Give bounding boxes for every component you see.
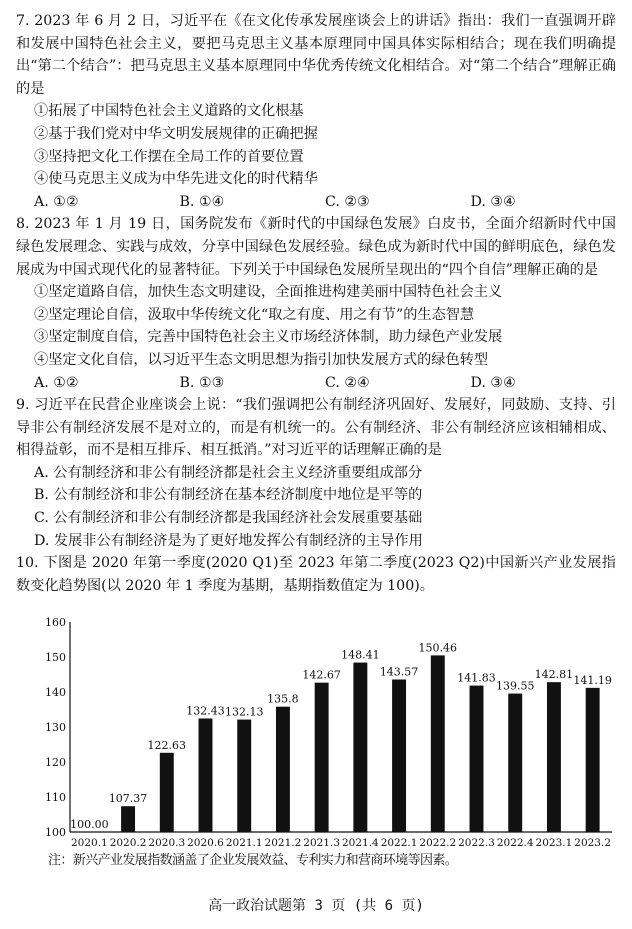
question-7-item-3: ③坚持把文化工作摆在全局工作的首要位置 (34, 148, 304, 165)
x-tick-label: 2021.1 (225, 837, 263, 849)
x-tick-label: 2020.2 (109, 837, 147, 849)
y-tick-label: 140 (45, 686, 66, 699)
bar (353, 663, 367, 832)
bar-value-label: 132.43 (186, 704, 225, 718)
question-10-stem: 10. 下图是 2020 年第一季度(2020 Q1)至 2023 年第二季度(2023 Q2)中国新兴产业发展指数变化趋势图(以 2020 年 1 季度为基期，基期指数值定为 100)。 (16, 555, 616, 594)
chart-note: 注：新兴产业发展指数涵盖了企业发展效益、专利实力和营商环境等因素。 (48, 853, 458, 868)
question-7-choice-a: A. ①② (34, 193, 79, 210)
bar-value-label: 139.55 (495, 679, 535, 693)
y-tick-label: 110 (45, 791, 66, 804)
question-9-choice-a: A. 公有制经济和非公有制经济都是社会主义经济重要组成部分 (34, 464, 423, 481)
question-8-choice-b: B. ①③ (179, 374, 225, 391)
question-7-item-1: ①拓展了中国特色社会主义道路的文化根基 (34, 103, 304, 120)
x-tick-label: 2023.1 (535, 837, 573, 849)
x-tick-label: 2022.1 (380, 837, 418, 849)
question-9-choice-d: D. 发展非公有制经济是为了更好地发挥公有制经济的主导作用 (34, 532, 423, 549)
question-8-item-2: ②坚定理论自信，汲取中华传统文化“取之有度、用之有节”的生态智慧 (34, 306, 475, 323)
y-tick-label: 130 (45, 721, 66, 734)
y-tick-label: 150 (45, 651, 66, 664)
question-8-item-3: ③坚定制度自信，完善中国特色社会主义市场经济体制，助力绿色产业发展 (34, 329, 503, 346)
question-7-choice-d: D. ③④ (470, 193, 516, 210)
x-tick-label: 2021.2 (264, 837, 302, 849)
bar (470, 686, 484, 832)
x-tick-label: 2020.6 (187, 837, 224, 849)
x-tick-label: 2022.3 (458, 837, 495, 849)
question-7-stem: 7. 2023 年 6 月 2 日，习近平在《在文化传承发展座谈会上的讲话》指出：我们一直强调开辟和发展中国特色社会主义，要把马克思主义基本原理同中国具体实际相结合；现在我们明确提出“第二个结合”：把马克思主义基本原理同中华优秀传统文化相结合。对“第二个结合”理解正确的是 (16, 13, 616, 97)
bar-value-label: 132.13 (224, 705, 264, 719)
bar-value-label: 150.46 (418, 641, 458, 655)
x-tick-label: 2021.3 (303, 837, 341, 849)
y-tick-label: 100 (45, 826, 66, 839)
x-tick-label: 2020.3 (148, 837, 186, 849)
x-tick-label: 2020.1 (70, 837, 108, 849)
question-7-item-2: ②基于我们党对中华文明发展规律的正确把握 (34, 125, 318, 142)
x-tick-label: 2022.4 (496, 837, 534, 849)
question-7-choices (34, 191, 616, 214)
bar (276, 707, 290, 832)
bar-value-label: 122.63 (147, 738, 187, 752)
question-9-stem: 9. 习近平在民营企业座谈会上说：“我们强调把公有制经济巩固好、发展好，同鼓励、支持、引导非公有制经济发展不是对立的，而是有机统一的。公有制经济、非公有制经济应该相辅相成、相得益彰，而不是相互排斥、相互抵消。”对习近平的话理解正确的是 (16, 397, 616, 459)
chart-labels (70, 641, 612, 849)
question-8-item-1: ①坚定道路自信，加快生态文明建设，全面推进构建美丽中国特色社会主义 (34, 284, 503, 301)
bar (547, 682, 561, 832)
bar (586, 688, 600, 832)
bar (237, 720, 251, 832)
question-8-choice-c: C. ②④ (325, 374, 370, 391)
bar (199, 718, 213, 832)
y-tick-label: 120 (45, 756, 66, 769)
bar (431, 655, 445, 832)
chart-svg (28, 610, 618, 855)
bar (121, 806, 135, 832)
question-10 (16, 552, 616, 597)
x-tick-label: 2021.4 (341, 837, 379, 849)
question-7 (16, 10, 616, 213)
question-8-item-4: ④坚定文化自信，以习近平生态文明思想为指引加快发展方式的绿色转型 (34, 351, 489, 368)
bar-value-label: 107.37 (108, 792, 148, 806)
question-8-choice-a: A. ①② (34, 374, 79, 391)
bar (508, 694, 522, 832)
question-8 (16, 213, 616, 394)
y-tick-label: 160 (45, 616, 66, 629)
question-9-choice-c: C. 公有制经济和非公有制经济都是我国经济社会发展重要基础 (34, 510, 423, 527)
index-bar-chart (28, 610, 618, 865)
bar-value-label: 148.41 (341, 648, 380, 662)
bar-value-label: 100.00 (70, 818, 109, 831)
question-7-choice-b: B. ①④ (179, 193, 225, 210)
bar-value-label: 142.81 (534, 668, 574, 682)
exam-page (16, 10, 616, 597)
question-7-item-4: ④使马克思主义成为中华先进文化的时代精华 (34, 171, 318, 188)
question-8-choice-d: D. ③④ (470, 374, 516, 391)
question-8-stem: 8. 2023 年 1 月 19 日，国务院发布《新时代的中国绿色发展》白皮书，全面介绍新时代中国绿色发展理念、实践与成效，分享中国绿色发展经验。绿色成为新时代中国的鲜明底色，绿色发展成为中国式现代化的显著特征。下列关于中国绿色发展所呈现出的“四个自信”理解正确的是 (16, 216, 616, 278)
x-tick-label: 2023.2 (574, 837, 612, 849)
bar-value-label: 141.19 (573, 673, 612, 687)
bar-value-label: 135.8 (267, 692, 299, 706)
question-8-choices (34, 372, 616, 395)
bar-value-label: 142.67 (302, 668, 341, 682)
bar (392, 680, 406, 832)
x-tick-label: 2022.2 (419, 837, 457, 849)
bar-value-label: 141.83 (457, 671, 496, 685)
question-9 (16, 394, 616, 552)
bar (160, 753, 174, 832)
bar-value-label: 143.57 (379, 665, 419, 679)
bar (315, 683, 329, 832)
question-9-choice-b: B. 公有制经济和非公有制经济在基本经济制度中地位是平等的 (34, 487, 423, 504)
question-7-choice-c: C. ②③ (325, 193, 370, 210)
page-footer: 高一政治试题第 3 页 (共 6 页) (208, 898, 424, 914)
